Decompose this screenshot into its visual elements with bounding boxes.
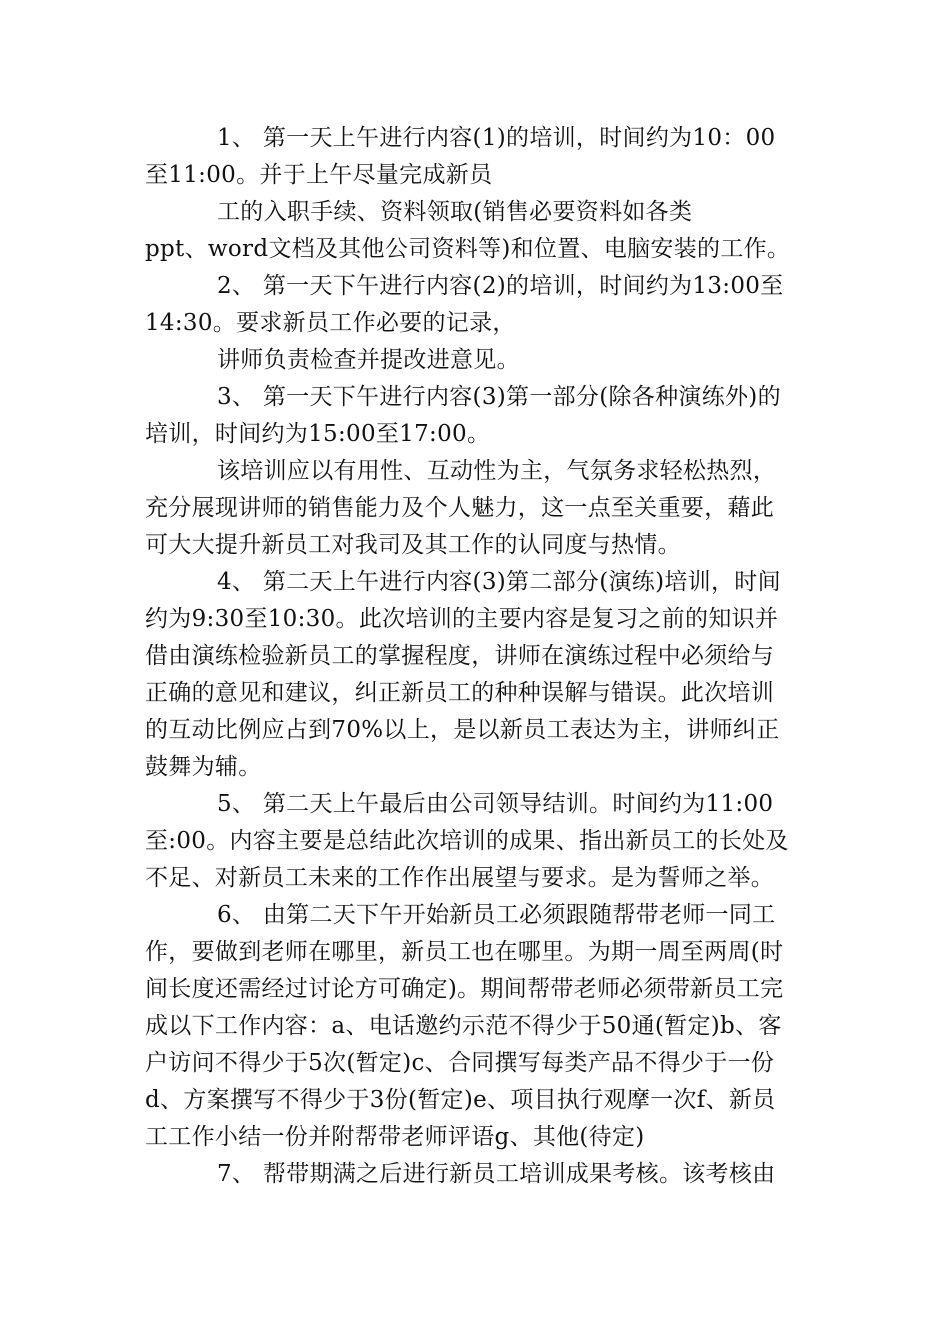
text-line: 户访问不得少于5次(暂定)c、合同撰写每类产品不得少于一份: [145, 1050, 775, 1076]
text-line: 成以下工作内容：a、电话邀约示范不得少于50通(暂定)b、客: [145, 1013, 782, 1039]
text-line: 4、 第二天上午进行内容(3)第二部分(演练)培训，时间: [217, 569, 781, 595]
text-line: 间长度还需经过讨论方可确定)。期间帮带老师必须带新员工完: [145, 976, 784, 1002]
text-line: 讲师负责检查并提改进意见。: [217, 347, 520, 373]
text-line: 工的入职手续、资料领取(销售必要资料如各类: [217, 199, 693, 225]
text-line: 至11:00。并于上午尽量完成新员: [145, 162, 493, 188]
text-line: 工工作小结一份并附帮带老师评语g、其他(待定): [145, 1124, 645, 1150]
text-line: 2、 第一天下午进行内容(2)的培训，时间约为13:00至: [217, 273, 784, 299]
text-line: 充分展现讲师的销售能力及个人魅力，这一点至关重要，藉此: [145, 495, 775, 521]
text-line: 1、 第一天上午进行内容(1)的培训，时间约为10：00: [217, 125, 776, 151]
text-line: 的互动比例应占到70%以上，是以新员工表达为主，讲师纠正: [145, 717, 780, 743]
text-line: 不足、对新员工未来的工作作出展望与要求。是为誓师之举。: [145, 865, 775, 891]
text-line: 作，要做到老师在哪里，新员工也在哪里。为期一周至两周(时: [145, 939, 784, 965]
text-line: 6、 由第二天下午开始新员工必须跟随帮带老师一同工: [217, 902, 776, 928]
text-line: 至:00。内容主要是总结此次培训的成果、指出新员工的长处及: [145, 828, 789, 854]
text-line: 该培训应以有用性、互动性为主，气氛务求轻松热烈，: [217, 458, 777, 484]
text-line: 7、 帮带期满之后进行新员工培训成果考核。该考核由: [217, 1161, 776, 1187]
text-line: 3、 第一天下午进行内容(3)第一部分(除各种演练外)的: [217, 384, 781, 410]
text-line: 5、 第二天上午最后由公司领导结训。时间约为11:00: [217, 791, 774, 817]
text-line: 正确的意见和建议，纠正新员工的种种误解与错误。此次培训: [145, 680, 775, 706]
text-line: 可大大提升新员工对我司及其工作的认同度与热情。: [145, 532, 681, 558]
text-line: d、方案撰写不得少于3份(暂定)e、项目执行观摩一次f、新员: [145, 1087, 776, 1113]
text-line: 约为9:30至10:30。此次培训的主要内容是复习之前的知识并: [145, 606, 779, 632]
text-line: ppt、word文档及其他公司资料等)和位置、电脑安装的工作。: [145, 236, 791, 262]
text-line: 借由演练检验新员工的掌握程度，讲师在演练过程中必须给与: [145, 643, 775, 669]
text-line: 14:30。要求新员工作必要的记录，: [145, 310, 516, 336]
text-line: 鼓舞为辅。: [145, 754, 262, 780]
text-line: 培训，时间约为15:00至17:00。: [145, 421, 491, 447]
